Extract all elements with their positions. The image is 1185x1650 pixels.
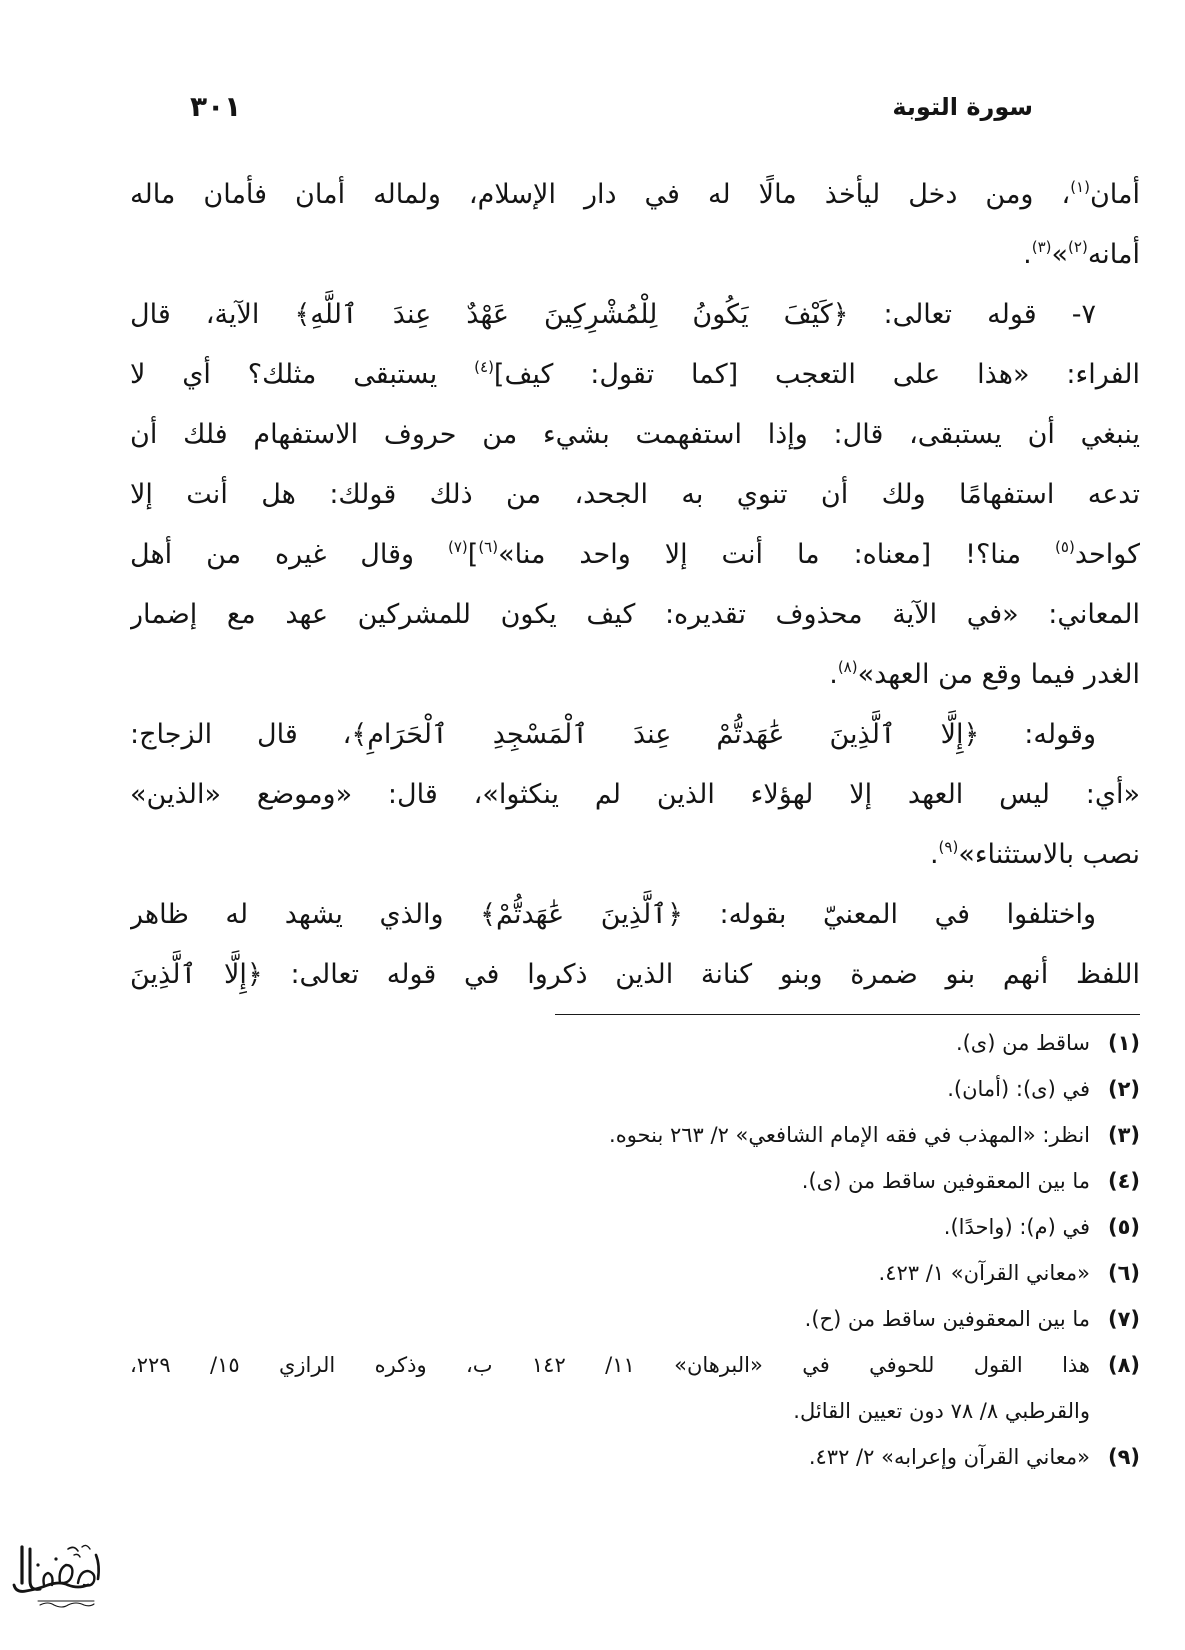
footnotes (130, 1020, 1140, 1480)
text-run: ] (467, 539, 479, 570)
text-run: الفراء: «هذا على التعجب [كما تقول: كيف] (493, 359, 1140, 390)
footnote-line: «معاني القرآن وإعرابه» ٢/ ٤٣٢. (808, 1445, 1090, 1469)
footnote-text (130, 1342, 1090, 1434)
text-line: واختلفوا في المعنيّ بقوله: ﴿ٱلَّذِينَ عَٰهَدتُّمْ﴾ والذي يشهد له ظاهر (130, 899, 1096, 930)
paragraph (130, 705, 1140, 885)
text-run: وقال غيره من أهل (130, 539, 448, 570)
footnote-text (130, 1112, 1090, 1158)
footnote-line: ساقط من (ى). (955, 1031, 1090, 1055)
footnote-number: (٧) (1107, 1307, 1140, 1331)
footnote-ref: (١) (1070, 178, 1090, 196)
text-line: تدعه استفهامًا ولك أن تنوي به الجحد، من ذلك قولك: هل أنت إلا (130, 479, 1140, 510)
text-line: ينبغي أن يستبقى، قال: وإذا استفهمت بشيء من حروف الاستفهام فلك أن (130, 419, 1140, 450)
footnote (130, 1020, 1140, 1066)
footnote-text (130, 1066, 1090, 1112)
text-line (130, 525, 1140, 585)
footnote-ref: (٦) (478, 538, 499, 556)
footnote-number: (٦) (1107, 1261, 1140, 1285)
text-run: نصب بالاستثناء» (958, 839, 1140, 870)
footnote-line: ما بين المعقوفين ساقط من (ى). (801, 1169, 1090, 1193)
text-line: المعاني: «في الآية محذوف تقديره: كيف يكون للمشركين عهد مع إضمار (130, 599, 1140, 630)
text-line (130, 345, 1140, 405)
text-run: . (1023, 239, 1032, 270)
footnote-ref: (٥) (1055, 538, 1075, 556)
text-run: أمان (1089, 179, 1140, 210)
footnote (130, 1158, 1140, 1204)
text-line: اللفظ أنهم بنو ضمرة وبنو كنانة الذين ذكروا في قوله تعالى: ﴿إِلَّا ٱلَّذِينَ (130, 959, 1140, 990)
footnote-number: (١) (1107, 1031, 1140, 1055)
watermark-logo (8, 1535, 108, 1617)
paragraph (130, 165, 1140, 285)
footnote (130, 1434, 1140, 1480)
footnote-text (130, 1158, 1090, 1204)
text-run: أمانه (1087, 239, 1140, 270)
footnote-ref: (٢) (1068, 238, 1088, 256)
footnote-text (130, 1296, 1090, 1342)
page-header (190, 82, 1033, 132)
footnote-line: والقرطبي ٨/ ٧٨ دون تعيين القائل. (793, 1399, 1090, 1423)
text-run: كواحد (1074, 539, 1140, 570)
page-number: ٣٠١ (190, 90, 242, 123)
footnote (130, 1250, 1140, 1296)
text-line (130, 165, 1140, 225)
footnote-number: (٥) (1107, 1215, 1140, 1239)
footnote-text (130, 1434, 1090, 1480)
footnote-number: (٢) (1107, 1077, 1140, 1101)
footnote-ref: (٣) (1031, 238, 1052, 256)
text-line: ٧- قوله تعالى: ﴿كَيْفَ يَكُونُ لِلْمُشْرِكِينَ عَهْدٌ عِندَ ٱللَّهِ﴾ الآية، قال (130, 299, 1096, 330)
footnote-text (130, 1250, 1090, 1296)
footnote (130, 1342, 1140, 1434)
footnote-line: «معاني القرآن» ١/ ٤٢٣. (878, 1261, 1090, 1285)
footnote-ref: (٤) (474, 358, 494, 376)
text-run: منا؟! [معناه: ما أنت إلا واحد منا» (498, 539, 1056, 570)
footnote-line: في (م): (واحدًا). (943, 1215, 1090, 1239)
text-run: » (1051, 239, 1069, 270)
surah-title: سورة التوبة (892, 93, 1033, 121)
text-line: وقوله: ﴿إِلَّا ٱلَّذِينَ عَٰهَدتُّمْ عِندَ ٱلْمَسْجِدِ ٱلْحَرَامِ﴾، قال الزجاج: (130, 719, 1096, 750)
paragraph (130, 285, 1140, 705)
footnote-ref: (٨) (837, 658, 858, 676)
footnote-ref: (٩) (938, 838, 959, 856)
footnote-number: (٨) (1107, 1353, 1140, 1377)
footnote-text (130, 1020, 1090, 1066)
text-run: . (929, 839, 939, 870)
text-line (130, 645, 1140, 705)
footnote-line: انظر: «المهذب في فقه الإمام الشافعي» ٢/ ٢٦٣ بنحوه. (609, 1123, 1090, 1147)
paragraph (130, 885, 1140, 1005)
footnote-separator (555, 1014, 1140, 1015)
footnote-line: هذا القول للحوفي في «البرهان» ١١/ ١٤٢ ب، وذكره الرازي ١٥/ ٢٢٩، (130, 1353, 1090, 1377)
footnote-text (130, 1204, 1090, 1250)
footnote (130, 1296, 1140, 1342)
text-run: يستبقى مثلك؟ أي لا (130, 359, 475, 390)
footnote (130, 1066, 1140, 1112)
footnote-line: ما بين المعقوفين ساقط من (ح). (804, 1307, 1090, 1331)
footnote (130, 1204, 1140, 1250)
footnote-number: (٣) (1107, 1123, 1140, 1147)
text-run: ، ومن دخل ليأخذ مالًا له في دار الإسلام، ولماله أمان فأمان ماله (130, 179, 1071, 210)
text-line (130, 825, 1140, 885)
text-run: . (829, 659, 838, 690)
footnote (130, 1112, 1140, 1158)
footnote-number: (٩) (1107, 1445, 1140, 1469)
footnote-line: في (ى): (أمان). (947, 1077, 1090, 1101)
footnote-number: (٤) (1107, 1169, 1140, 1193)
footnote-ref: (٧) (447, 538, 468, 556)
text-line (130, 225, 1140, 285)
main-text (130, 165, 1140, 1005)
text-line: «أي: ليس العهد إلا لهؤلاء الذين لم ينكثوا»، قال: «وموضع «الذين» (130, 779, 1140, 810)
text-run: الغدر فيما وقع من العهد» (857, 659, 1140, 690)
calligraphic-watermark-icon (8, 1535, 108, 1617)
